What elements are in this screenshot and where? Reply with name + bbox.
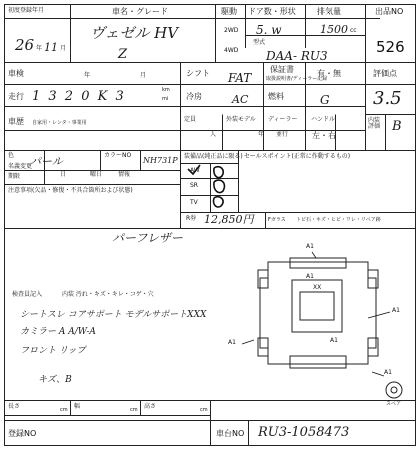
inspector-tags: 内装 汚れ・キズ・キレ・コゲ・穴 xyxy=(62,291,154,298)
handle-label: ハンドル xyxy=(311,116,336,123)
shift-label: シフト xyxy=(186,69,210,78)
score-label: 評価点 xyxy=(373,69,397,78)
history-label: 車歴 xyxy=(8,117,24,126)
shift-value: FAT xyxy=(228,71,252,85)
interior-label: 内装評価 xyxy=(368,117,381,130)
model-name: ヴェゼル HV xyxy=(90,24,179,42)
color-no-label: カラーNO xyxy=(104,152,132,159)
reg-year-value: 26 xyxy=(15,36,35,54)
date-label: 日 xyxy=(60,171,67,178)
foreign-unit: 年 xyxy=(258,131,265,138)
f-glass-label: Fガラス xyxy=(268,217,286,223)
interior-value: B xyxy=(392,119,402,134)
warranty-label: 保証書 xyxy=(270,65,294,74)
length-cm: cm xyxy=(60,407,68,413)
aircon-value: AC xyxy=(232,93,249,106)
inspector-line-4: キズ、B xyxy=(38,375,72,385)
chassis-label: 車台NO xyxy=(216,429,245,438)
info-label: 情報 xyxy=(118,171,131,178)
r-ken-value: 12,850円 xyxy=(204,213,254,226)
cc-unit: cc xyxy=(350,27,357,34)
mileage-km: km xyxy=(162,87,170,93)
length-label: 長さ xyxy=(8,403,21,410)
first-registration-label: 初度登録年月 xyxy=(8,7,45,14)
notes-label: 注意事項(欠品・修復・不具合箇所および状態) xyxy=(8,187,133,194)
score-value: 3.5 xyxy=(373,88,402,109)
model-code-label: 型式 xyxy=(253,39,266,46)
mileage-label: 走行 xyxy=(8,92,24,101)
inspection-month-unit: 月 xyxy=(140,72,147,79)
aircon-label: 冷房 xyxy=(186,92,202,101)
drive-label: 駆動 xyxy=(221,7,237,16)
name-change-period: 期限 xyxy=(8,173,21,180)
displacement-label: 排気量 xyxy=(317,7,341,16)
dealer-label: ディーラー xyxy=(268,116,298,123)
day-label: 曜日 xyxy=(90,171,103,178)
color-value: パール xyxy=(30,155,63,168)
color-label: 色 xyxy=(8,152,15,159)
chassis-value: RU3-1058473 xyxy=(258,425,350,440)
lot-number: 526 xyxy=(376,38,405,56)
damage-mark-front: A1 xyxy=(306,243,314,250)
dealer-sub: 並行 xyxy=(276,131,289,138)
damage-mark-rear-right: A1 xyxy=(384,369,392,376)
r-ken-label: R券 xyxy=(186,215,197,222)
drive-4wd: 4WD xyxy=(224,47,239,54)
foreign-label: 外装モデル xyxy=(226,116,256,123)
reg-month-unit: 月 xyxy=(60,45,67,52)
reg-month-value: 11 xyxy=(44,41,58,54)
height-cm: cm xyxy=(200,407,208,413)
drive-2wd: 2WD xyxy=(224,27,239,34)
inspector-title: 検査員記入 xyxy=(12,291,43,298)
height-label: 高さ xyxy=(144,403,157,410)
name-change-label: 名義変更 xyxy=(8,163,33,170)
reg-no-label: 登録NO xyxy=(8,429,37,438)
inspector-line-3: フロント リップ xyxy=(20,346,86,356)
options-strip: トビ石・キズ・ヒビ・ワレ・リペア跡 xyxy=(296,217,381,223)
model-code-value: DAA- RU3 xyxy=(266,49,328,63)
capacity-label: 定員 xyxy=(184,116,197,123)
model-grade-label: 車名・グレード xyxy=(112,7,168,16)
mileage-value: 1 3 2 0 K 3 xyxy=(32,89,126,104)
doors-value: 5. w xyxy=(256,23,282,37)
damage-mark-left: A1 xyxy=(228,339,236,346)
grade-value: Z xyxy=(118,47,128,62)
width-cm: cm xyxy=(130,407,138,413)
equipment-label: 装備品(純正品に限る) xyxy=(184,153,243,160)
warranty-options: 有・無 xyxy=(317,69,341,78)
fuel-label: 燃料 xyxy=(268,92,284,101)
fuel-value: G xyxy=(320,93,330,107)
handle-value: 左・右 xyxy=(312,131,336,140)
mileage-mi: mi xyxy=(162,96,169,102)
sales-point-label: セールスポイント(正常に作動するもの) xyxy=(244,153,351,160)
inspector-line-2: カミラー A A/W-A xyxy=(20,327,96,337)
damage-mark-xx: XX xyxy=(313,284,322,291)
inspector-line-1: シートスレ コアサポート モデルサポートXXX xyxy=(20,310,207,320)
doors-shape-label: ドア数・形状 xyxy=(248,7,296,16)
lot-label: 出品NO xyxy=(375,7,404,16)
equipment-item-3: TV xyxy=(190,199,198,206)
damage-mark-right: A1 xyxy=(392,307,400,314)
damage-mark-rear: A1 xyxy=(330,337,338,344)
spare-label: スペア xyxy=(386,401,402,407)
notes-handwritten: パーフレザー xyxy=(112,231,183,245)
history-sub: 自家用・レンタ・事業用 xyxy=(32,120,87,126)
inspection-year-unit: 年 xyxy=(84,72,91,79)
reg-year-unit: 年 xyxy=(36,45,43,52)
warranty-sub: 取扱説明書/ディーラー記録 xyxy=(266,76,328,82)
displacement-value: 1500 xyxy=(320,23,348,36)
capacity-unit: 人 xyxy=(210,131,217,138)
inspection-label: 車検 xyxy=(8,69,24,78)
color-no-value: NH731P xyxy=(143,156,178,165)
equipment-item-1: AW xyxy=(190,167,200,174)
equipment-item-2: SR xyxy=(190,182,198,189)
damage-mark-bumper: A1 xyxy=(306,273,314,280)
width-label: 幅 xyxy=(74,403,81,410)
